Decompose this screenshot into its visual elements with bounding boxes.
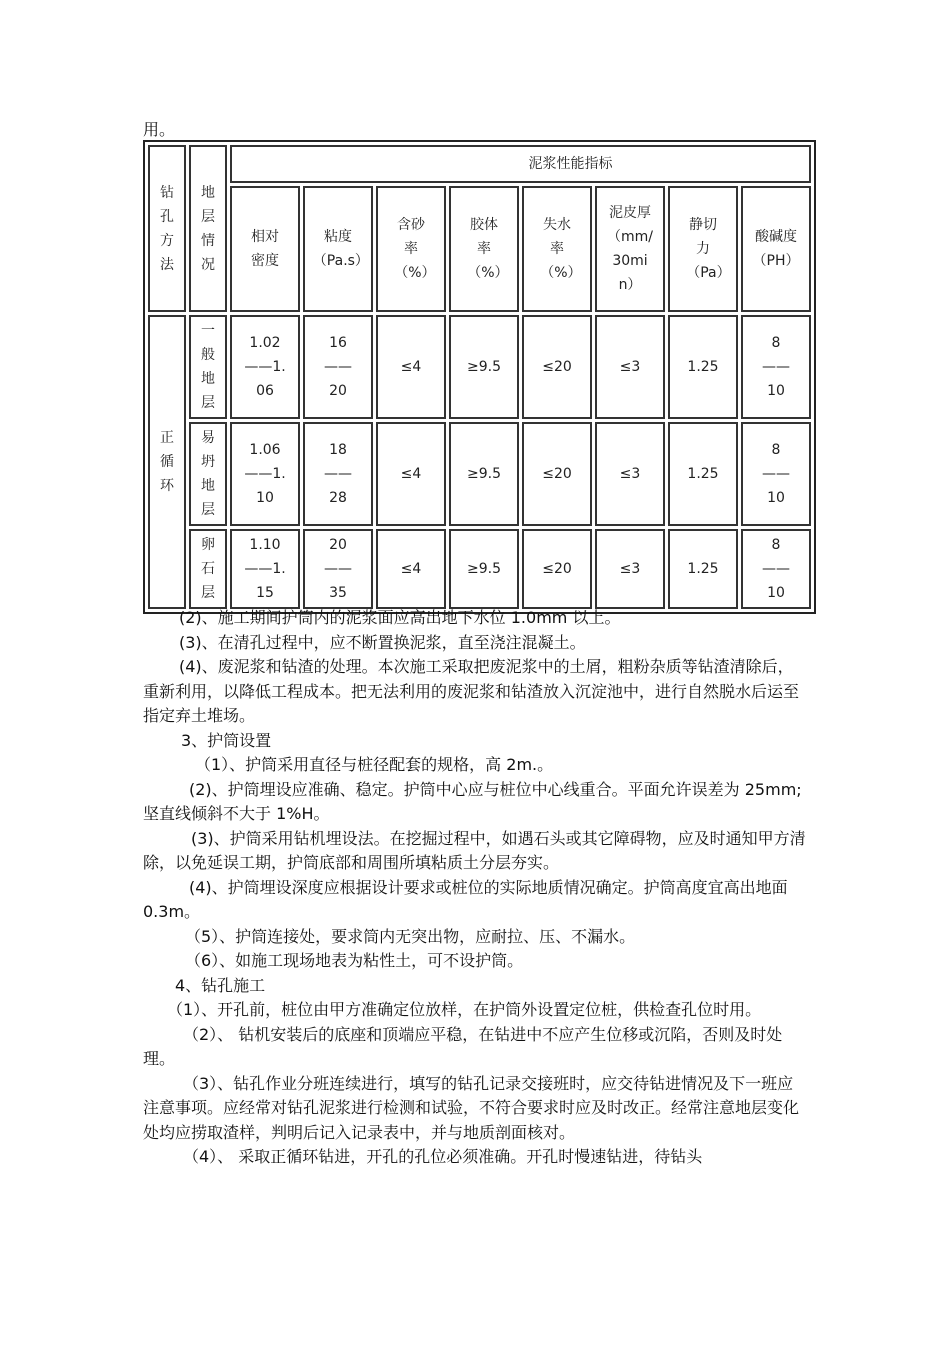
section-heading-casing: 3、护筒设置 [181, 730, 272, 750]
paragraph-drilling-2: （2）、 钻机安装后的底座和顶端应平稳，在钻进中不应产生位移或沉陷，否则及时处理。 [143, 1024, 783, 1068]
value-cell: ≤4 [376, 422, 446, 526]
value-cell: ≤3 [595, 422, 665, 526]
value-cell: 18——28 [303, 422, 373, 526]
col-header-colloid-rate: 胶体率（%） [449, 186, 519, 312]
paragraph-casing-2: (2)、护筒埋设应准确、稳定。护筒中心应与桩位中心线重合。平面允许误差为 25mm;坚直线倾斜不大于 1%H。 [143, 779, 802, 823]
paragraph-mud-level: (2)、施工期间护筒内的泥浆面应高出地下水位 1.0mm 以上。 [179, 608, 621, 627]
table-header-row-1 [148, 145, 811, 183]
method-cell [148, 315, 186, 609]
value-cell: 20——35 [303, 529, 373, 609]
section-heading-drilling: 4、钻孔施工 [175, 975, 266, 995]
drilling-method-header-text: 钻孔方法 [160, 184, 174, 273]
value-cell: 8——10 [741, 422, 811, 526]
strata-cell: 易坍地层 [189, 422, 227, 526]
col-header-viscosity: 粘度（Pa.s） [303, 186, 373, 312]
value-cell: 1.25 [668, 529, 738, 609]
strata-cell: 一般地层 [189, 315, 227, 419]
table-row [148, 422, 811, 526]
value-cell: 1.02——1.06 [230, 315, 300, 419]
value-cell: ≤20 [522, 529, 592, 609]
value-cell: ≥9.5 [449, 315, 519, 419]
value-cell: ≤20 [522, 315, 592, 419]
strata-cell: 卵石层 [189, 529, 227, 609]
leading-text-fragment: 用。 [143, 120, 176, 139]
method-cell-text: 正循环 [160, 430, 174, 494]
value-cell: 8——10 [741, 315, 811, 419]
paragraph-clear-hole: (3)、在清孔过程中，应不断置换泥浆，直至浇注混凝土。 [179, 632, 586, 652]
value-cell: 1.06——1.10 [230, 422, 300, 526]
col-header-ph: 酸碱度（PH） [741, 186, 811, 312]
mud-performance-table [143, 140, 816, 614]
col-header-static-shear: 静切力（Pa） [668, 186, 738, 312]
value-cell: ≤4 [376, 529, 446, 609]
drilling-method-header [148, 145, 186, 312]
paragraph-waste-mud: (4)、废泥浆和钻渣的处理。本次施工采取把废泥浆中的土屑，粗粉杂质等钻渣清除后，重新利用，以降低工程成本。把无法利用的废泥浆和钻渣放入沉淀池中，进行自然脱水后运至指定弃土堆场。 [143, 657, 800, 725]
paragraph-drilling-3: （3）、钻孔作业分班连续进行，填写的钻孔记录交接班时，应交待钻进情况及下一班应注意事项。应经常对钻孔泥浆进行检测和试验，不符合要求时应及时改正。经常注意地层变化处均应捞取渣样，判明后记入记录表中，并与地质剖面核对。 [143, 1073, 800, 1142]
value-cell: ≤3 [595, 315, 665, 419]
paragraph-drilling-1: （1）、开孔前，桩位由甲方准确定位放样，在护筒外设置定位桩，供检查孔位时用。 [167, 1000, 762, 1019]
value-cell: 16——20 [303, 315, 373, 419]
value-cell: ≥9.5 [449, 529, 519, 609]
col-header-relative-density: 相对密度 [230, 186, 300, 312]
paragraph-drilling-4: （4）、 采取正循环钻进，开孔的孔位必须准确。开孔时慢速钻进，待钻头 [183, 1147, 703, 1166]
table-header-row-2 [148, 186, 811, 312]
table-row [148, 315, 811, 419]
mud-index-group-header: 泥浆性能指标 [230, 145, 811, 183]
value-cell: 1.10——1.15 [230, 529, 300, 609]
col-header-water-loss: 失水率（%） [522, 186, 592, 312]
value-cell: ≤4 [376, 315, 446, 419]
strata-header [189, 145, 227, 312]
value-cell: ≥9.5 [449, 422, 519, 526]
value-cell: 1.25 [668, 422, 738, 526]
value-cell: ≤3 [595, 529, 665, 609]
paragraph-casing-6: （6）、如施工现场地表为粘性土，可不设护筒。 [185, 951, 524, 970]
paragraph-casing-3: (3)、护筒采用钻机埋设法。在挖掘过程中，如遇石头或其它障碍物，应及时通知甲方清除，以免延误工期，护筒底部和周围所填粘质土分层夯实。 [143, 828, 806, 872]
value-cell: ≤20 [522, 422, 592, 526]
col-header-sand-content: 含砂率（%） [376, 186, 446, 312]
value-cell: 8——10 [741, 529, 811, 609]
paragraph-casing-1: （1）、护筒采用直径与桩径配套的规格，高 2m.。 [195, 755, 554, 774]
paragraph-casing-5: （5）、护筒连接处，要求筒内无突出物，应耐拉、压、不漏水。 [185, 926, 636, 946]
strata-header-text: 地层情况 [201, 184, 215, 273]
body-text [143, 606, 807, 1170]
paragraph-casing-4: (4)、护筒埋设深度应根据设计要求或桩位的实际地质情况确定。护筒高度宜高出地面 0.3m。 [143, 877, 788, 921]
value-cell: 1.25 [668, 315, 738, 419]
col-header-mud-cake-thickness: 泥皮厚（mm/30min） [595, 186, 665, 312]
table-row [148, 529, 811, 609]
